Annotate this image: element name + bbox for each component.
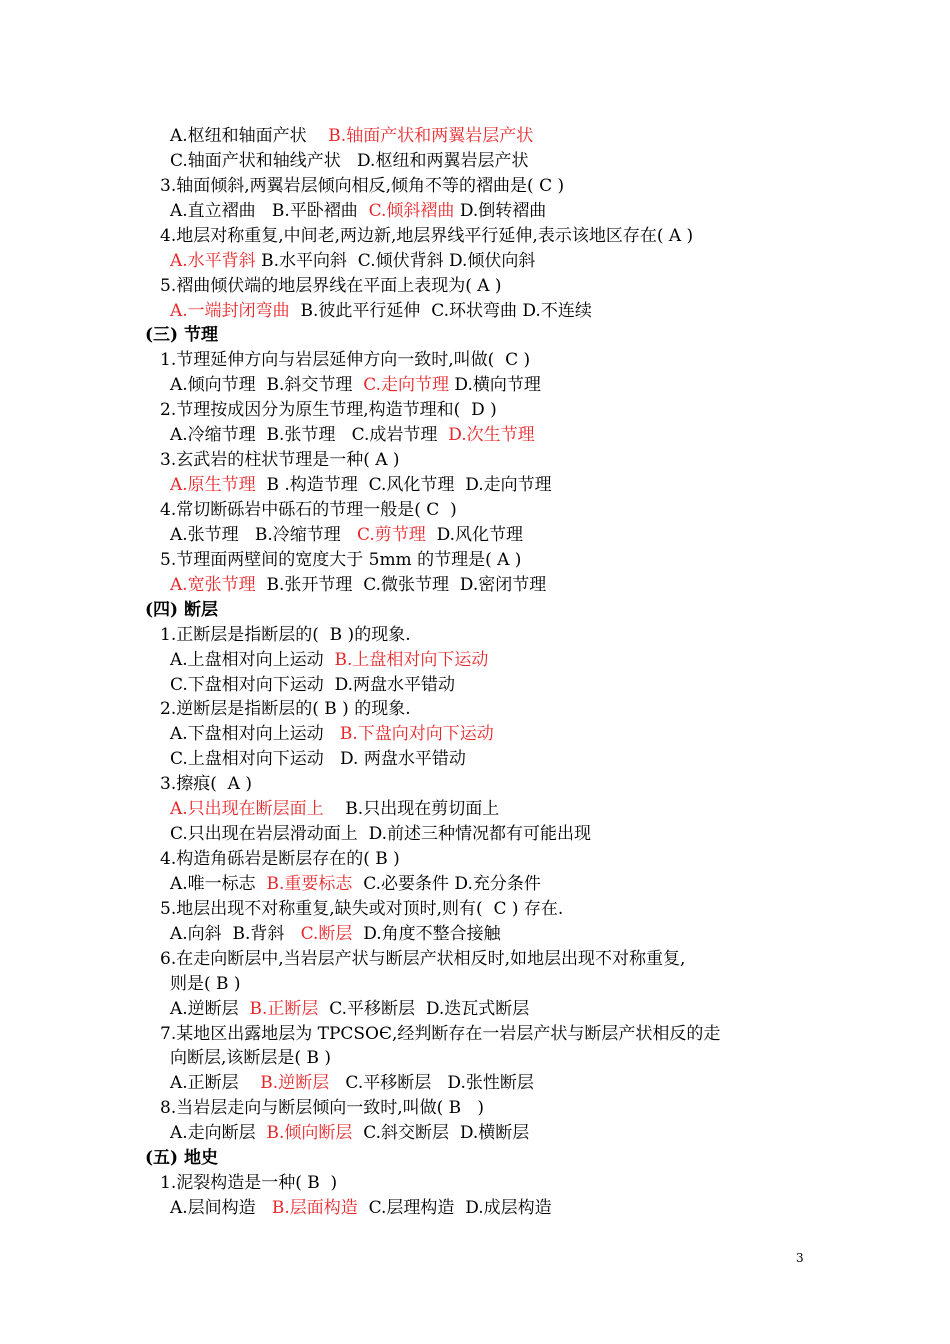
correct-answer: A.原生节理	[170, 475, 256, 495]
correct-answer: A.一端封闭弯曲	[170, 300, 290, 321]
option-line	[170, 724, 494, 744]
line-text: A.冷缩节理 B.张节理 C.成岩节理	[170, 425, 449, 446]
line-text: C.斜交断层 D.横断层	[352, 1123, 530, 1144]
line-text: 5.褶曲倾伏端的地层界线在平面上表现为( A )	[160, 275, 502, 296]
line-text: D.倒转褶曲	[454, 200, 547, 221]
line-text: D.风化节理	[425, 524, 524, 545]
line-text: 8.当岩层走向与断层倾向一致时,叫做( B )	[160, 1098, 484, 1119]
option-line	[170, 475, 552, 495]
correct-answer: A.只出现在断层面上	[170, 799, 324, 820]
correct-answer: A.水平背斜	[170, 250, 256, 271]
line-text: 3.轴面倾斜,两翼岩层倾向相反,倾角不等的褶曲是( C )	[160, 175, 565, 196]
line-text: 5.节理面两壁间的宽度大于 5mm 的节理是( A )	[160, 549, 522, 570]
line-text: 1.正断层是指断层的( B )的现象.	[160, 624, 411, 645]
option-line	[170, 924, 501, 944]
line-text: C.层理构造 D.成层构造	[357, 1198, 552, 1218]
question-line	[160, 500, 457, 520]
correct-answer: B.倾向断层	[266, 1123, 353, 1144]
line-text: 2.节理按成因分为原生节理,构造节理和( D )	[160, 400, 497, 421]
line-text: D.横向节理	[449, 375, 541, 396]
line-text: A.倾向节理 B.斜交节理	[170, 375, 364, 396]
line-text: 向断层,该断层是( B )	[170, 1048, 331, 1069]
correct-answer: B.轴面产状和两翼岩层产状	[328, 126, 534, 146]
line-text: (五) 地史	[145, 1148, 219, 1169]
line-text: C.必要条件 D.充分条件	[352, 873, 541, 894]
option-line	[170, 1198, 552, 1218]
line-text: A.向斜 B.背斜	[170, 923, 301, 944]
option-line	[170, 650, 488, 670]
line-text: A.枢纽和轴面产状	[170, 126, 329, 146]
question-line	[160, 1098, 484, 1118]
correct-answer: C.剪节理	[357, 524, 426, 545]
line-text: 4.常切断砾岩中砾石的节理一般是( C )	[160, 499, 457, 520]
correct-answer: C.倾斜褶曲	[368, 200, 455, 221]
line-text: 1.节理延伸方向与岩层延伸方向一致时,叫做( C )	[160, 350, 531, 371]
option-line	[170, 974, 241, 994]
question-line	[160, 176, 564, 196]
option-line	[170, 575, 546, 595]
correct-answer: B.下盘向对向下运动	[339, 724, 494, 745]
line-text: A.走向断层	[170, 1123, 267, 1144]
line-text: C.只出现在岩层滑动面上 D.前述三种情况都有可能出现	[170, 824, 592, 844]
line-text: A.张节理 B.冷缩节理	[170, 524, 357, 545]
correct-answer: B.上盘相对向下运动	[334, 649, 489, 670]
question-line	[160, 350, 530, 370]
option-line	[170, 375, 541, 395]
section-heading	[145, 1148, 218, 1168]
line-text: A.逆断层	[170, 998, 250, 1019]
line-text: 则是( B )	[170, 973, 241, 994]
line-text: 3.擦痕( A )	[160, 774, 252, 795]
option-line	[170, 749, 466, 769]
line-text: A.正断层	[170, 1073, 261, 1094]
question-line	[160, 1024, 720, 1044]
option-line	[170, 251, 535, 271]
line-text: 4.地层对称重复,中间老,两边新,地层界线平行延伸,表示该地区存在( A )	[160, 225, 694, 246]
option-line	[170, 425, 535, 445]
line-text: B.彼此平行延伸 C.环状弯曲 D.不连续	[289, 300, 592, 321]
option-line	[170, 675, 455, 695]
section-heading	[145, 325, 218, 345]
line-text: B.水平向斜 C.倾伏背斜 D.倾伏向斜	[255, 250, 536, 271]
correct-answer: B.层面构造	[271, 1198, 358, 1218]
question-line	[160, 849, 400, 869]
line-text: C.上盘相对向下运动 D. 两盘水平错动	[170, 749, 466, 770]
line-text: 7.某地区出露地层为 TPCSOЄ,经判断存在一岩层产状与断层产状相反的走	[160, 1023, 721, 1044]
line-text: 2.逆断层是指断层的( B ) 的现象.	[160, 699, 411, 720]
option-line	[170, 874, 541, 894]
line-text: C.平移断层 D.张性断层	[329, 1073, 534, 1094]
line-text: 4.构造角砾岩是断层存在的( B )	[160, 849, 400, 869]
line-text: A.层间构造	[170, 1198, 272, 1218]
option-line	[170, 1123, 529, 1143]
correct-answer: D.次生节理	[448, 425, 535, 446]
line-text: 1.泥裂构造是一种( B )	[160, 1173, 338, 1194]
line-text: A.直立褶曲 B.平卧褶曲	[170, 200, 369, 221]
line-text: C.轴面产状和轴线产状 D.枢纽和两翼岩层产状	[170, 150, 529, 171]
line-text: C.平移断层 D.迭瓦式断层	[318, 998, 530, 1019]
line-text: 3.玄武岩的柱状节理是一种( A )	[160, 450, 400, 471]
option-line	[170, 301, 592, 321]
page-number: 3	[796, 1251, 804, 1265]
line-text: A.上盘相对向上运动	[170, 649, 335, 670]
question-line	[160, 899, 563, 919]
option-line	[170, 201, 546, 221]
correct-answer: B.正断层	[249, 998, 319, 1019]
line-text: (三) 节理	[145, 325, 219, 346]
option-line	[170, 1073, 534, 1093]
option-line	[170, 126, 533, 146]
line-text: 5.地层出现不对称重复,缺失或对顶时,则有( C ) 存在.	[160, 898, 564, 919]
question-line	[160, 625, 411, 645]
option-line	[170, 151, 528, 171]
question-line	[160, 1173, 337, 1193]
line-text: B .构造节理 C.风化节理 D.走向节理	[255, 475, 552, 495]
question-line	[160, 949, 685, 969]
line-text: B.只出现在剪切面上	[323, 799, 500, 820]
correct-answer: C.断层	[300, 923, 353, 944]
question-line	[160, 450, 400, 470]
correct-answer: A.宽张节理	[170, 574, 256, 595]
line-text: (四) 断层	[145, 599, 219, 620]
line-text: D.角度不整合接触	[352, 923, 501, 944]
question-line	[160, 699, 411, 719]
question-line	[160, 400, 497, 420]
section-heading	[145, 600, 218, 620]
option-line	[170, 799, 499, 819]
line-text: 6.在走向断层中,当岩层产状与断层产状相反时,如地层出现不对称重复,	[160, 948, 686, 969]
correct-answer: B.逆断层	[260, 1073, 330, 1094]
line-text: C.下盘相对向下运动 D.两盘水平错动	[170, 674, 456, 695]
line-text: A.下盘相对向上运动	[170, 724, 340, 745]
option-line	[170, 525, 523, 545]
correct-answer: B.重要标志	[266, 873, 353, 894]
line-text: A.唯一标志	[170, 873, 267, 894]
correct-answer: C.走向节理	[363, 375, 450, 396]
option-line	[170, 1048, 331, 1068]
line-text: B.张开节理 C.微张节理 D.密闭节理	[255, 574, 547, 595]
question-line	[160, 226, 693, 246]
question-line	[160, 774, 252, 794]
question-line	[160, 276, 502, 296]
option-line	[170, 999, 529, 1019]
question-line	[160, 550, 521, 570]
option-line	[170, 824, 591, 844]
